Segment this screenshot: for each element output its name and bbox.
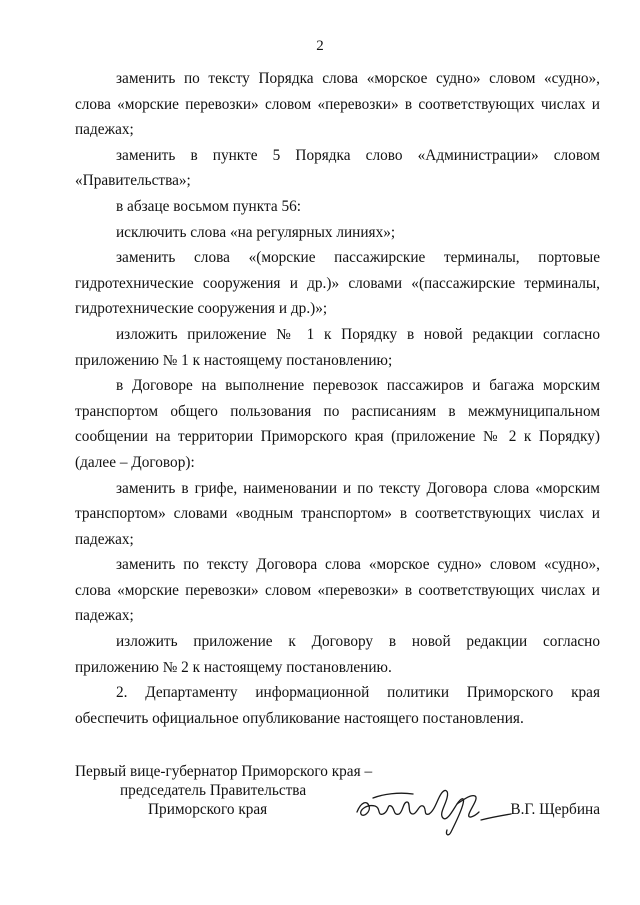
paragraph: заменить по тексту Договора слова «морское судно» словом «судно», слова «морские перевозки» словом «перевозки» в соответствующих числах и падежах;	[75, 556, 600, 625]
paragraph: 2. Департаменту информационной политики Приморского края обеспечить официальное опубликование настоящего постановления.	[75, 684, 600, 727]
signature-block	[75, 762, 600, 842]
paragraph: в Договоре на выполнение перевозок пассажиров и багажа морским транспортом общего пользования по расписаниям в межмуниципальном сообщении на территории Приморского края (приложение № 2 к Порядку) (далее – Договор):	[75, 377, 600, 471]
signatory-title-line-1: Первый вице-губернатор Приморского края –	[75, 763, 373, 780]
signatory-title-line-2: председатель Правительства	[120, 782, 307, 799]
handwritten-signature	[353, 780, 513, 840]
paragraph: заменить в грифе, наименовании и по тексту Договора слова «морским транспортом» словами «водным транспортом» в соответствующих числах и падежах;	[75, 479, 600, 548]
paragraph: исключить слова «на регулярных линиях»;	[116, 223, 396, 241]
page-number: 2	[316, 38, 324, 54]
paragraph: заменить по тексту Порядка слова «морское судно» словом «судно», слова «морские перевозки» словом «перевозки» в соответствующих числах и падежах;	[75, 70, 600, 139]
paragraph: изложить приложение № 1 к Порядку в новой редакции согласно приложению № 1 к настоящему постановлению;	[75, 325, 600, 369]
signatory-name: В.Г. Щербина	[510, 801, 600, 818]
paragraph: изложить приложение к Договору в новой редакции согласно приложению № 2 к настоящему постановлению.	[75, 633, 600, 676]
document-body	[75, 66, 600, 731]
signatory-title-line-3: Приморского края	[148, 801, 268, 818]
paragraph: заменить в пункте 5 Порядка слово «Администрации» словом «Правительства»;	[75, 146, 600, 190]
paragraph: заменить слова «(морские пассажирские терминалы, портовые гидротехнические сооружения и др.)» словами «(пассажирские терминалы, гидротехнические сооружения и др.)»;	[75, 249, 600, 318]
paragraph: в абзаце восьмом пункта 56:	[116, 197, 301, 215]
